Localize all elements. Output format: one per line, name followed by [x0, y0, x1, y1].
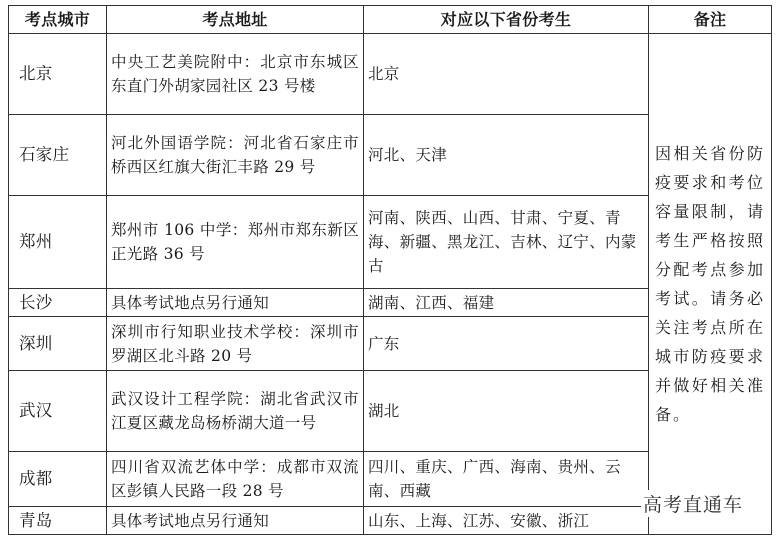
table-header-row	[9, 6, 772, 34]
row-address: 四川省双流艺体中学：成都市双流区彭镇人民路一段 28 号	[107, 452, 364, 507]
row-address: 具体考试地点另行通知	[107, 507, 364, 535]
header-note: 备注	[649, 6, 772, 34]
row-city: 石家庄	[9, 115, 107, 196]
note-cell: 因相关省份防疫要求和考位容量限制，请考生严格按照分配考点参加考试。请务必关注考点所在城市防疫要求并做好相关准备。	[649, 34, 772, 535]
row-provinces: 山东、上海、江苏、安徽、浙江	[364, 507, 649, 535]
row-city: 长沙	[9, 289, 107, 317]
row-city: 成都	[9, 452, 107, 507]
row-provinces: 河南、陕西、山西、甘肃、宁夏、青海、新疆、黑龙江、吉林、辽宁、内蒙古	[364, 196, 649, 289]
row-city: 深圳	[9, 317, 107, 371]
watermark-text: 高考直通车	[641, 490, 745, 517]
row-city: 郑州	[9, 196, 107, 289]
row-address: 具体考试地点另行通知	[107, 289, 364, 317]
header-city: 考点城市	[9, 6, 107, 34]
row-address: 郑州市 106 中学：郑州市郑东新区正光路 36 号	[107, 196, 364, 289]
row-provinces: 广东	[364, 317, 649, 371]
row-provinces: 湖北	[364, 371, 649, 452]
row-address: 深圳市行知职业技术学校：深圳市罗湖区北斗路 20 号	[107, 317, 364, 371]
row-provinces: 河北、天津	[364, 115, 649, 196]
header-provinces: 对应以下省份考生	[364, 6, 649, 34]
row-provinces: 湖南、江西、福建	[364, 289, 649, 317]
row-city: 北京	[9, 34, 107, 115]
table-row	[9, 34, 772, 115]
row-provinces: 北京	[364, 34, 649, 115]
header-address: 考点地址	[107, 6, 364, 34]
row-address: 武汉设计工程学院：湖北省武汉市江夏区藏龙岛杨桥湖大道一号	[107, 371, 364, 452]
row-address: 河北外国语学院：河北省石家庄市桥西区红旗大街汇丰路 29 号	[107, 115, 364, 196]
row-address: 中央工艺美院附中：北京市东城区东直门外胡家园社区 23 号楼	[107, 34, 364, 115]
row-city: 武汉	[9, 371, 107, 452]
row-provinces: 四川、重庆、广西、海南、贵州、云南、西藏	[364, 452, 649, 507]
exam-site-table	[8, 5, 772, 535]
row-city: 青岛	[9, 507, 107, 535]
